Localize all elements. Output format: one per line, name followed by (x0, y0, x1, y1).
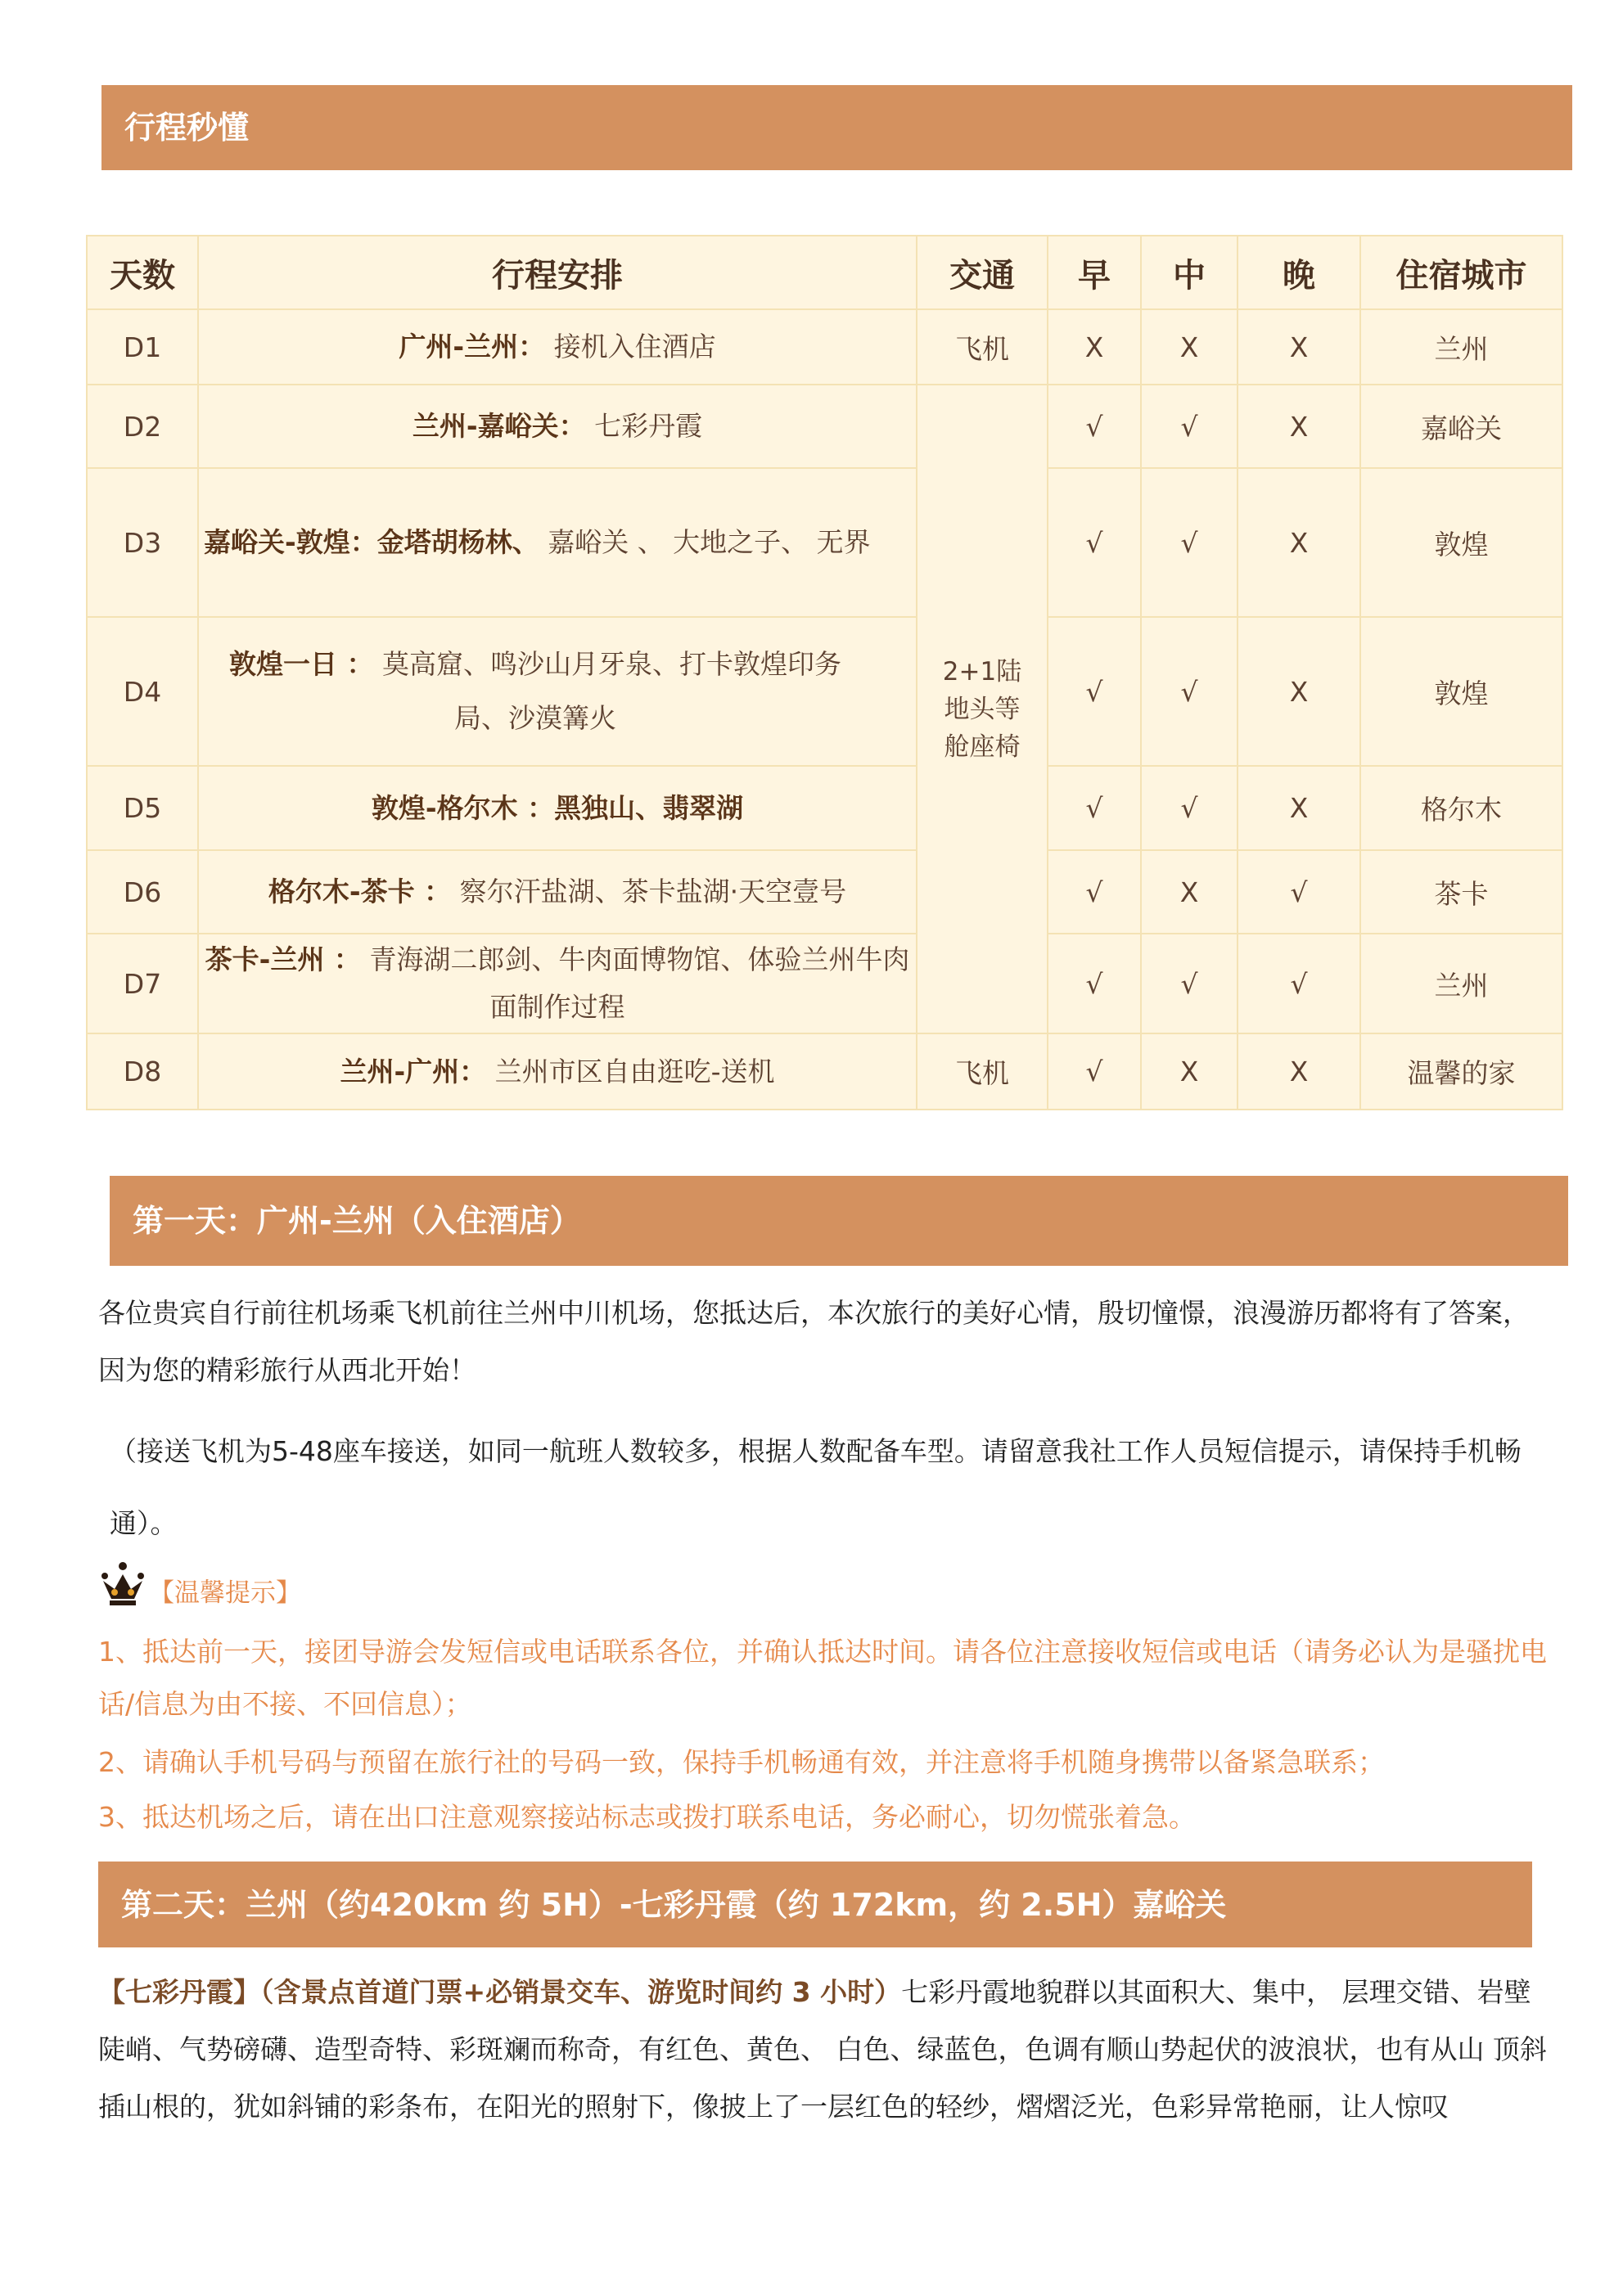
day1-note: （接送飞机为5-48座车接送，如同一航班人数较多，根据人数配备车型。请留意我社工作人员短信提示，请保持手机畅通）。 (110, 1435, 1522, 1539)
breakfast-cell: X (1048, 309, 1141, 385)
breakfast-cell: √ (1048, 766, 1141, 850)
dinner-cell: X (1238, 1033, 1360, 1110)
route-text: 广州-兰州： (399, 331, 546, 362)
day-cell: D1 (87, 309, 198, 385)
transport-shared-cell (917, 385, 1048, 1033)
day2-text: 七彩丹霞地貌群以其面积大、集中， 层理交错、岩壁陡峭、气势磅礴、造型奇特、彩斑斓而称奇，有红色、黄色、 白色、绿蓝色，色调有顺山势起伏的波浪状，也有从山 顶斜插山根的，犹如斜铺的彩条布，在阳光的照射下，像披上了一层红色的轻纱，熠熠泛光，色彩异常艳丽，让人惊叹 (98, 1976, 1547, 2123)
table-row (87, 1033, 1562, 1110)
table-row (87, 934, 1562, 1033)
day-cell: D7 (87, 934, 198, 1033)
city-cell: 敦煌 (1360, 468, 1562, 617)
detail-text: 察尔汗盐湖、茶卡盐湖·天空壹号 (459, 876, 847, 907)
transport-cell: 飞机 (917, 309, 1048, 385)
lunch-cell: X (1141, 1033, 1238, 1110)
tips-heading (97, 1560, 301, 1609)
city-cell: 敦煌 (1360, 617, 1562, 766)
table-row (87, 385, 1562, 468)
table-header-row (87, 236, 1562, 309)
dinner-cell: X (1238, 468, 1360, 617)
lunch-cell: X (1141, 309, 1238, 385)
breakfast-cell: √ (1048, 385, 1141, 468)
overview-banner (101, 85, 1572, 170)
table-row (87, 309, 1562, 385)
table-row (87, 766, 1562, 850)
route-text: 敦煌-格尔木 ：黑独山、翡翠湖 (371, 791, 744, 824)
lunch-cell: √ (1141, 766, 1238, 850)
plan-cell (198, 468, 917, 617)
breakfast-cell: √ (1048, 934, 1141, 1033)
day2-paragraph (98, 1964, 1547, 2136)
plan-cell (198, 385, 917, 468)
city-cell: 兰州 (1360, 309, 1562, 385)
header-day: 天数 (87, 236, 198, 309)
route-text: 敦煌一日 ： (229, 648, 374, 680)
dinner-cell: X (1238, 385, 1360, 468)
day-cell: D4 (87, 617, 198, 766)
dinner-cell: √ (1238, 934, 1360, 1033)
lunch-cell: √ (1141, 934, 1238, 1033)
tip-item: 1、抵达前一天，接团导游会发短信或电话联系各位，并确认抵达时间。请各位注意接收短信或电话（请务必认为是骚扰电话/信息为由不接、不回信息）； (98, 1636, 1547, 1720)
plan-cell (198, 766, 917, 850)
day2-lead: 【七彩丹霞】（含景点首道门票+必销景交车、游览时间约 3 小时） (98, 1976, 902, 2008)
detail-text: 嘉峪关 、 大地之子、 无界 (548, 526, 871, 558)
table-row (87, 850, 1562, 934)
detail-text: 莫高窟、鸣沙山月牙泉、打卡敦煌印务局、沙漠篝火 (382, 648, 841, 734)
header-transport: 交通 (917, 236, 1048, 309)
dinner-cell: X (1238, 309, 1360, 385)
detail-text: 兰州市区自由逛吃-送机 (494, 1055, 775, 1087)
transport-shared-text: 2+1陆地头等舱座椅 (942, 656, 1022, 762)
tip-item: 2、请确认手机号码与预留在旅行社的号码一致，保持手机畅通有效，并注意将手机随身携带以备紧急联系； (98, 1746, 1385, 1778)
detail-text: 青海湖二郎剑、牛肉面博物馆、体验兰州牛肉面制作过程 (369, 943, 910, 1023)
dinner-cell: √ (1238, 850, 1360, 934)
day1-paragraph: 各位贵宾自行前往机场乘飞机前往兰州中川机场，您抵达后，本次旅行的美好心情，殷切憧憬，浪漫游历都将有了答案，因为您的精彩旅行从西北开始！ (98, 1297, 1530, 1386)
day1-banner (110, 1176, 1568, 1266)
city-cell: 温馨的家 (1360, 1033, 1562, 1110)
city-cell: 嘉峪关 (1360, 385, 1562, 468)
city-cell: 格尔木 (1360, 766, 1562, 850)
lunch-cell: √ (1141, 617, 1238, 766)
header-lunch: 中 (1141, 236, 1238, 309)
detail-text: 接机入住酒店 (553, 331, 716, 362)
table-row (87, 468, 1562, 617)
itinerary-table (86, 235, 1563, 1110)
lunch-cell: X (1141, 850, 1238, 934)
lunch-cell: √ (1141, 385, 1238, 468)
day-cell: D5 (87, 766, 198, 850)
breakfast-cell: √ (1048, 1033, 1141, 1110)
header-breakfast: 早 (1048, 236, 1141, 309)
dinner-cell: X (1238, 766, 1360, 850)
lunch-cell: √ (1141, 468, 1238, 617)
overview-title: 行程秒懂 (124, 110, 250, 146)
city-cell: 茶卡 (1360, 850, 1562, 934)
detail-text: 七彩丹霞 (594, 410, 703, 442)
header-city: 住宿城市 (1360, 236, 1562, 309)
breakfast-cell: √ (1048, 468, 1141, 617)
header-plan: 行程安排 (198, 236, 917, 309)
route-text: 兰州-嘉峪关： (412, 410, 586, 442)
breakfast-cell: √ (1048, 617, 1141, 766)
day-cell: D3 (87, 468, 198, 617)
route-text: 兰州-广州： (340, 1055, 487, 1087)
header-dinner: 晚 (1238, 236, 1360, 309)
route-text: 茶卡-兰州 ： (205, 943, 361, 975)
day-cell: D2 (87, 385, 198, 468)
day-cell: D8 (87, 1033, 198, 1110)
day2-banner (98, 1862, 1532, 1947)
city-cell: 兰州 (1360, 934, 1562, 1033)
plan-cell (198, 934, 917, 1033)
day-cell: D6 (87, 850, 198, 934)
tips-heading-text: 【温馨提示】 (149, 1578, 301, 1608)
table-row (87, 617, 1562, 766)
day2-title: 第二天：兰州（约420km 约 5H）-七彩丹霞（约 172km，约 2.5H）嘉峪关 (121, 1886, 1227, 1923)
day1-title: 第一天：广州-兰州（入住酒店） (133, 1203, 581, 1239)
plan-cell (198, 617, 917, 766)
crown-icon (97, 1560, 149, 1609)
tip-item: 3、抵达机场之后，请在出口注意观察接站标志或拨打联系电话，务必耐心，切勿慌张着急。 (98, 1801, 1196, 1833)
route-text: 格尔木-茶卡 ： (268, 876, 452, 907)
plan-cell (198, 1033, 917, 1110)
breakfast-cell: √ (1048, 850, 1141, 934)
plan-cell (198, 850, 917, 934)
route-text: 嘉峪关-敦煌：金塔胡杨林、 (204, 526, 539, 558)
dinner-cell: X (1238, 617, 1360, 766)
transport-cell: 飞机 (917, 1033, 1048, 1110)
plan-cell (198, 309, 917, 385)
